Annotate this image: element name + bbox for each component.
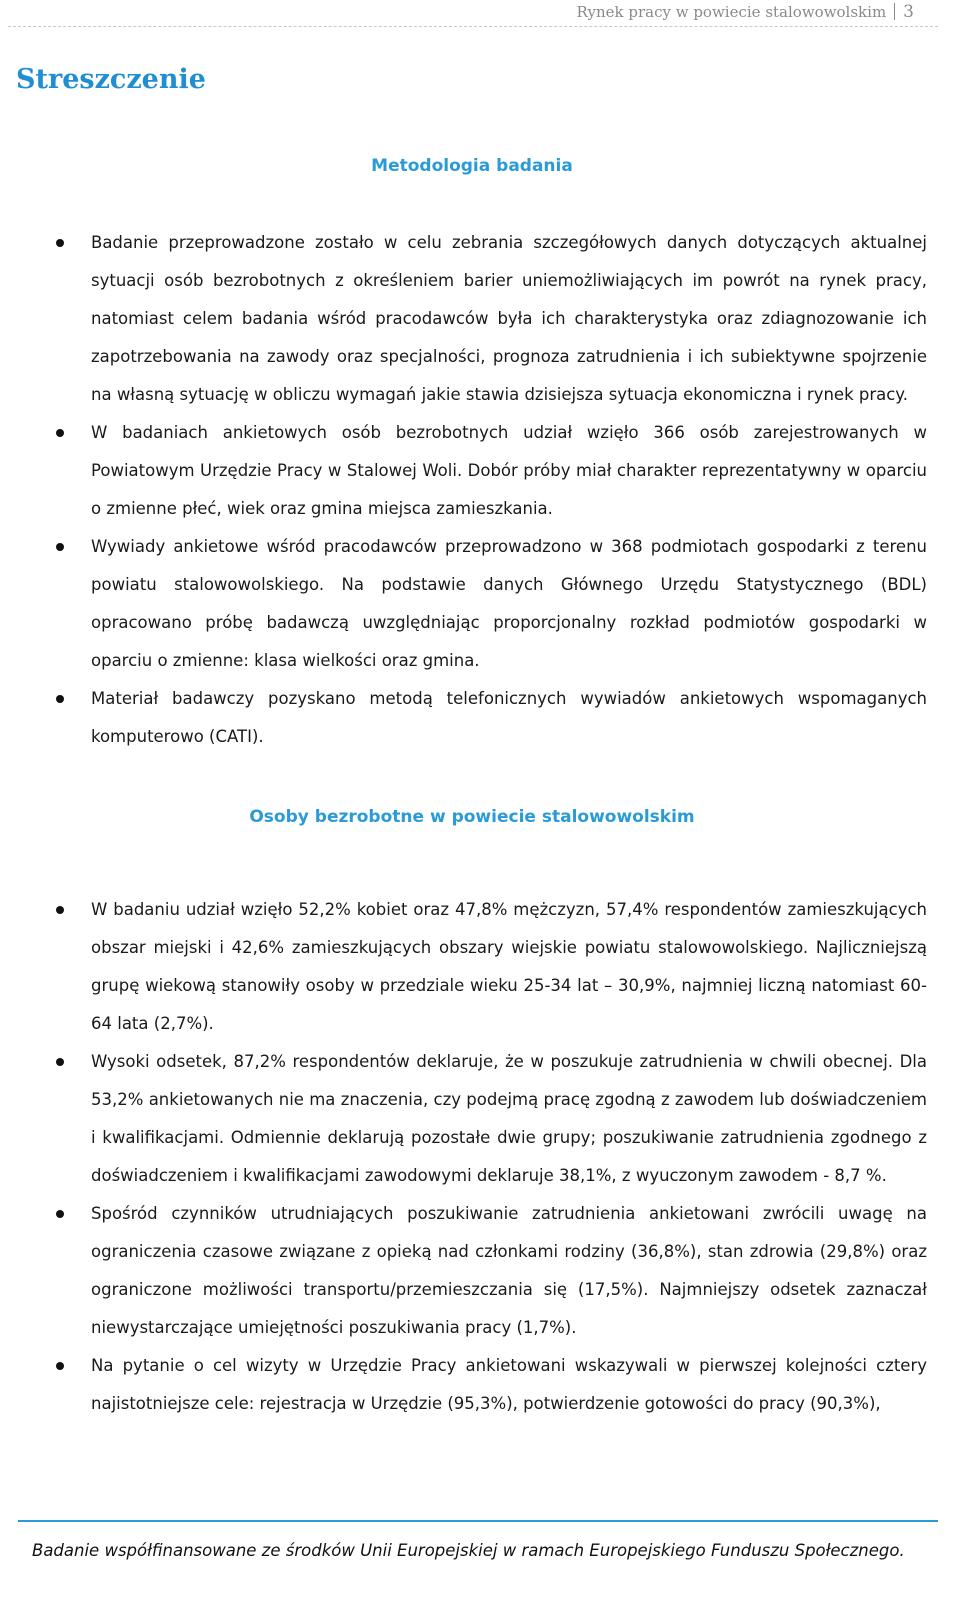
list-item: Badanie przeprowadzone zostało w celu zebrania szczegółowych danych dotyczących aktualnej sytuacji osób bezrobotnych z określeniem barier uniemożliwiających im powrót na rynek pracy, natomiast celem badania wśród pracodawców była ich charakterystyka oraz zdiagnozowanie ich zapotrzebowania na zawody oraz specjalności, prognoza zatrudnienia i ich subiektywne spojrzenie na własną sytuację w obliczu wymagań jakie stawia dzisiejsza sytuacja ekonomiczna i rynek pracy.	[91, 224, 927, 414]
list-item: Spośród czynników utrudniających poszukiwanie zatrudnienia ankietowani zwrócili uwagę na ograniczenia czasowe związane z opieką nad członkami rodziny (36,8%), stan zdrowia (29,8%) oraz ograniczone możliwości transportu/przemieszczania się (17,5%). Najmniejszy odsetek zaznaczał niewystarczające umiejętności poszukiwania pracy (1,7%).	[91, 1195, 927, 1347]
list-item: Materiał badawczy pozyskano metodą telefonicznych wywiadów ankietowych wspomaganych komputerowo (CATI).	[91, 680, 927, 756]
header-separator	[894, 3, 895, 20]
list-item: Na pytanie o cel wizyty w Urzędzie Pracy ankietowani wskazywali w pierwszej kolejności cztery najistotniejsze cele: rejestracja w Urzędzie (95,3%), potwierdzenie gotowości do pracy (90,3%),	[91, 1347, 927, 1423]
section-heading-unemployed: Osoby bezrobotne w powiecie stalowowolskim	[249, 807, 695, 827]
footer-note: Badanie współfinansowane ze środków Unii Europejskiej w ramach Europejskiego Funduszu Społecznego.	[32, 1541, 905, 1560]
list-item: W badaniach ankietowych osób bezrobotnych udział wzięło 366 osób zarejestrowanych w Powiatowym Urzędzie Pracy w Stalowej Woli. Dobór próby miał charakter reprezentatywny w oparciu o zmienne płeć, wiek oraz gmina miejsca zamieszkania.	[91, 414, 927, 528]
list-item: Wysoki odsetek, 87,2% respondentów deklaruje, że w poszukuje zatrudnienia w chwili obecnej. Dla 53,2% ankietowanych nie ma znaczenia, czy podejmą pracę zgodną z zawodem lub doświadczeniem i kwalifikacjami. Odmiennie deklarują pozostałe dwie grupy; poszukiwanie zatrudnienia zgodnego z doświadczeniem i kwalifikacjami zawodowymi deklaruje 38,1%, z wyuczonym zawodem - 8,7 %.	[91, 1043, 927, 1195]
footer-divider	[18, 1520, 938, 1522]
running-title: Rynek pracy w powiecie stalowowolskim	[576, 3, 887, 21]
methodology-list	[0, 224, 960, 756]
section-heading-methodology: Metodologia badania	[371, 156, 573, 176]
unemployed-list	[0, 891, 960, 1423]
running-header	[8, 0, 938, 27]
list-item: Wywiady ankietowe wśród pracodawców przeprowadzono w 368 podmiotach gospodarki z terenu powiatu stalowowolskiego. Na podstawie danych Głównego Urzędu Statystycznego (BDL) opracowano próbę badawczą uwzględniając proporcjonalny rozkład podmiotów gospodarki w oparciu o zmienne: klasa wielkości oraz gmina.	[91, 528, 927, 680]
list-item: W badaniu udział wzięło 52,2% kobiet oraz 47,8% mężczyzn, 57,4% respondentów zamieszkujących obszar miejski i 42,6% zamieszkujących obszary wiejskie powiatu stalowowolskiego. Najliczniejszą grupę wiekową stanowiły osoby w przedziale wieku 25-34 lat – 30,9%, najmniej liczną natomiast 60-64 lata (2,7%).	[91, 891, 927, 1043]
page-number: 3	[903, 2, 914, 22]
page-title: Streszczenie	[16, 64, 206, 95]
